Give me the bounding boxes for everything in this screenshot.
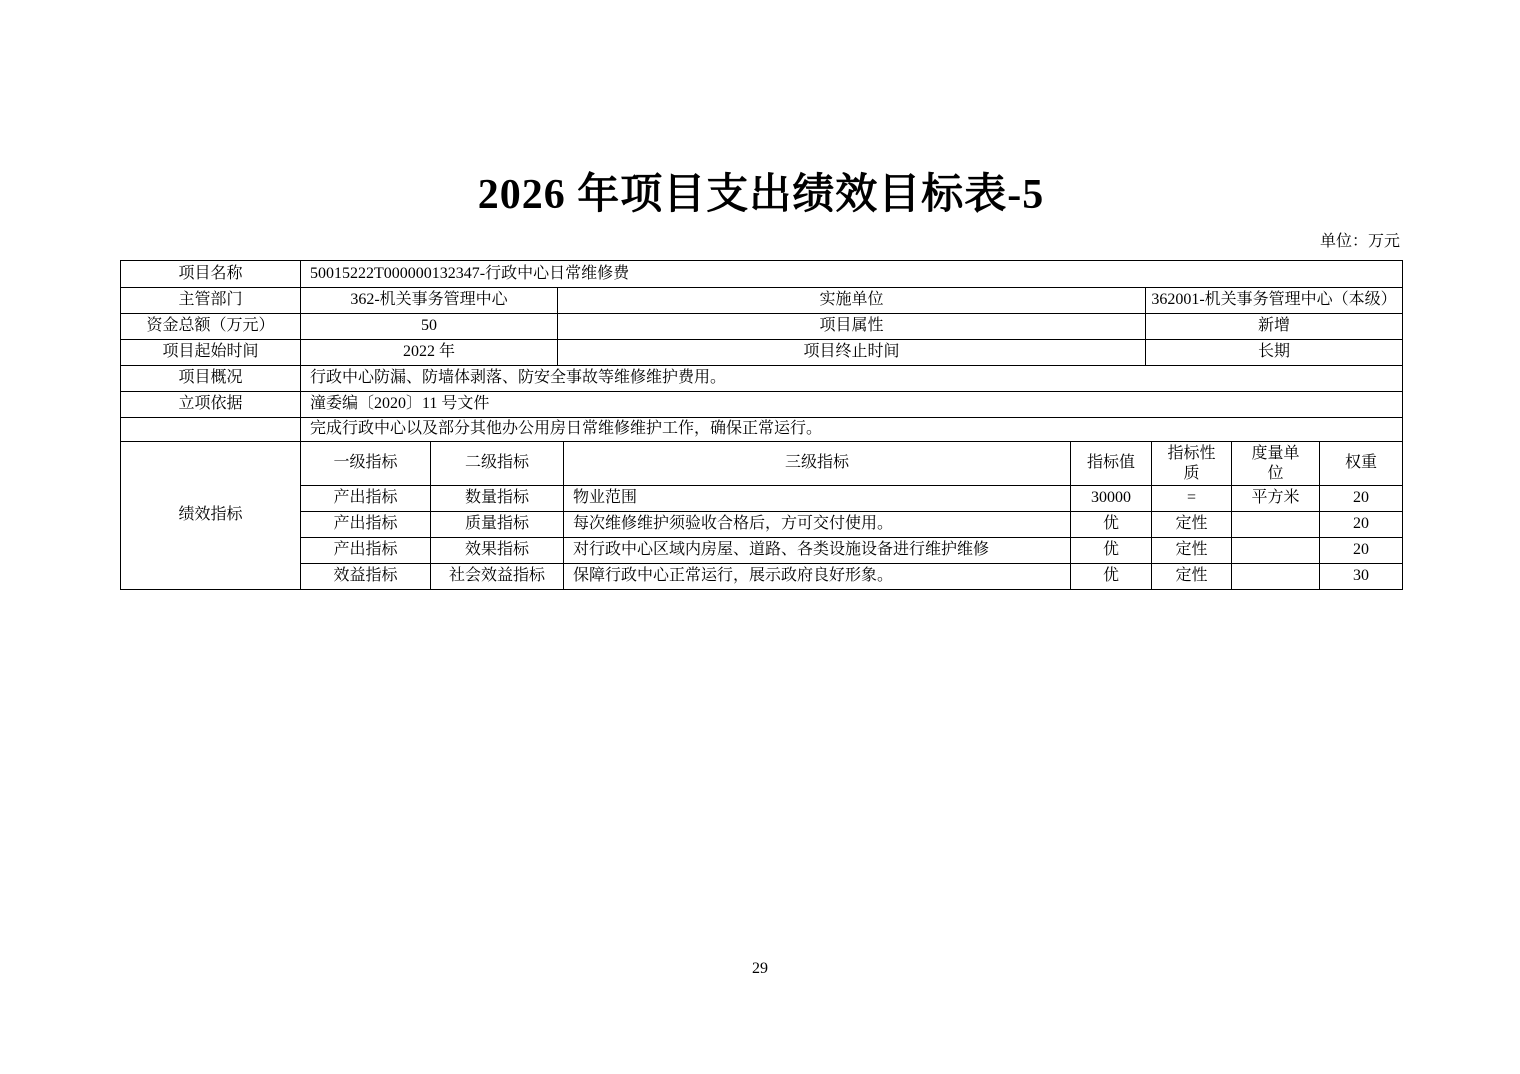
header-unit: [1232, 442, 1320, 486]
basis-value: 潼委编〔2020〕11 号文件: [301, 392, 1403, 418]
indicator-nature: 定性: [1152, 564, 1232, 590]
indicator-row: [121, 512, 1403, 538]
indicator-weight: 20: [1320, 486, 1403, 512]
perf-indicators-label: 绩效指标: [121, 442, 301, 590]
performance-target-table: [120, 260, 1403, 590]
row-overview: [121, 366, 1403, 392]
indicator-level2: 数量指标: [431, 486, 564, 512]
end-value: 长期: [1146, 340, 1403, 366]
indicator-weight: 20: [1320, 538, 1403, 564]
overview-label: 项目概况: [121, 366, 301, 392]
indicator-weight: 30: [1320, 564, 1403, 590]
row-annual-goal: [121, 418, 1403, 442]
row-funds: [121, 314, 1403, 340]
indicator-level3: 物业范围: [564, 486, 1071, 512]
header-level3: 三级指标: [564, 442, 1071, 486]
indicator-level1: 效益指标: [301, 564, 431, 590]
row-indicator-headers: [121, 442, 1403, 486]
attr-label: 项目属性: [558, 314, 1146, 340]
indicator-level3: 保障行政中心正常运行，展示政府良好形象。: [564, 564, 1071, 590]
annual-goal-label-empty: [121, 418, 301, 442]
indicator-level2: 质量指标: [431, 512, 564, 538]
row-dates: [121, 340, 1403, 366]
page-title: 2026 年项目支出绩效目标表-5: [477, 172, 1045, 218]
end-label: 项目终止时间: [558, 340, 1146, 366]
project-name-label: 项目名称: [121, 261, 301, 288]
funds-value: 50: [301, 314, 558, 340]
start-label: 项目起始时间: [121, 340, 301, 366]
indicator-unit: [1232, 564, 1320, 590]
overview-value: 行政中心防漏、防墙体剥落、防安全事故等维修维护费用。: [301, 366, 1403, 392]
indicator-row: [121, 564, 1403, 590]
indicator-level2: 效果指标: [431, 538, 564, 564]
indicator-value: 30000: [1071, 486, 1152, 512]
indicator-unit: 平方米: [1232, 486, 1320, 512]
page-number: 29: [752, 960, 768, 977]
document-content: [120, 0, 1402, 590]
indicator-unit: [1232, 512, 1320, 538]
header-nature: [1152, 442, 1232, 486]
indicator-nature: 定性: [1152, 538, 1232, 564]
row-project-name: [121, 261, 1403, 288]
header-weight: 权重: [1320, 442, 1403, 486]
header-level2: 二级指标: [431, 442, 564, 486]
row-basis: [121, 392, 1403, 418]
indicator-level1: 产出指标: [301, 486, 431, 512]
indicator-level1: 产出指标: [301, 538, 431, 564]
indicator-nature: 定性: [1152, 512, 1232, 538]
indicator-unit: [1232, 538, 1320, 564]
indicator-level3: 每次维修维护须验收合格后，方可交付使用。: [564, 512, 1071, 538]
indicator-row: [121, 486, 1403, 512]
indicator-value: 优: [1071, 564, 1152, 590]
indicator-row: [121, 538, 1403, 564]
annual-goal-value: 完成行政中心以及部分其他办公用房日常维修维护工作，确保正常运行。: [301, 418, 1403, 442]
funds-label: 资金总额（万元）: [121, 314, 301, 340]
indicator-weight: 20: [1320, 512, 1403, 538]
impl-unit-label: 实施单位: [558, 288, 1146, 314]
row-department: [121, 288, 1403, 314]
indicator-level3: 对行政中心区域内房屋、道路、各类设施设备进行维护维修: [564, 538, 1071, 564]
indicator-value: 优: [1071, 512, 1152, 538]
indicator-nature: =: [1152, 486, 1232, 512]
dept-value: 362-机关事务管理中心: [301, 288, 558, 314]
header-unit-text: 度量单位: [1251, 444, 1300, 482]
unit-note: 单位：万元: [1319, 233, 1400, 250]
indicator-level1: 产出指标: [301, 512, 431, 538]
indicator-level2: 社会效益指标: [431, 564, 564, 590]
basis-label: 立项依据: [121, 392, 301, 418]
project-name-value: 50015222T000000132347-行政中心日常维修费: [301, 261, 1403, 288]
header-nature-text: 指标性质: [1167, 444, 1216, 482]
attr-value: 新增: [1146, 314, 1403, 340]
header-level1: 一级指标: [301, 442, 431, 486]
dept-label: 主管部门: [121, 288, 301, 314]
header-value: 指标值: [1071, 442, 1152, 486]
start-value: 2022 年: [301, 340, 558, 366]
indicator-value: 优: [1071, 538, 1152, 564]
impl-unit-value: 362001-机关事务管理中心（本级）: [1146, 288, 1403, 314]
